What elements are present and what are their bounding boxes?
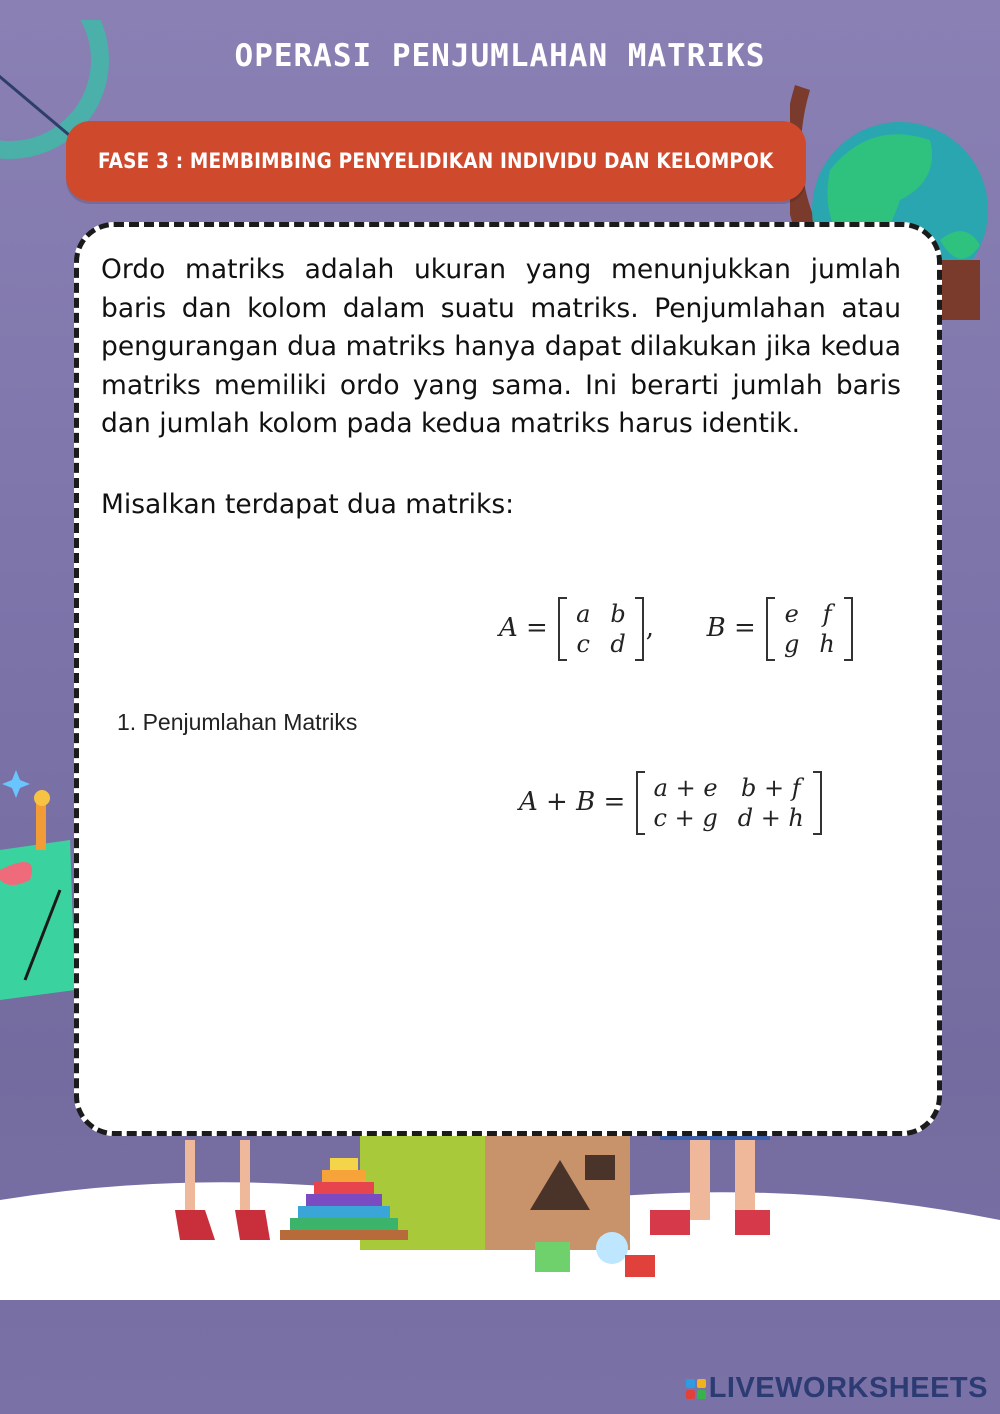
matrix-b-name: B — [706, 613, 726, 643]
matrix-cell: b — [610, 600, 626, 628]
equals-sign: = — [733, 613, 756, 643]
logo-square — [697, 1390, 706, 1399]
matrix-cell: h — [819, 630, 835, 658]
phase-banner — [66, 121, 806, 201]
logo-square — [697, 1379, 706, 1388]
sum-left-side: A + B — [519, 787, 596, 817]
explanation-paragraph: Ordo matriks adalah ukuran yang menunjukkan jumlah baris dan kolom dalam suatu matriks. Penjumlahan atau pengurangan dua matriks hanya dapat dilakukan jika kedua matriks memiliki ordo yang sama. Ini berarti jumlah baris dan jumlah kolom pada kedua matriks harus identik. — [101, 254, 901, 439]
matrix-cell: g — [784, 630, 800, 658]
matrix-cell: b + f — [740, 774, 801, 802]
crayon-cup-icon — [0, 770, 80, 1010]
matrix-cell: f — [822, 600, 832, 628]
equals-sign: = — [603, 787, 626, 817]
example-intro: Misalkan terdapat dua matriks: — [101, 489, 515, 520]
liveworksheets-brand — [686, 1372, 988, 1405]
phase-label: FASE 3 : MEMBIMBING PENYELIDIKAN INDIVIDU DAN KELOMPOK — [98, 148, 774, 174]
matrix-a — [558, 599, 644, 659]
logo-square — [686, 1390, 695, 1399]
matrix-a-name: A — [499, 613, 518, 643]
matrix-b — [766, 599, 853, 659]
matrix-definitions — [499, 599, 855, 659]
matrix-cell: a — [576, 600, 591, 628]
matrix-cell: c — [576, 630, 590, 658]
brand-text: LIVEWORKSHEETS — [708, 1372, 988, 1404]
sum-equation — [519, 773, 824, 833]
matrix-cell: d — [610, 630, 626, 658]
equals-sign: = — [526, 613, 548, 643]
section-heading: 1. Penjumlahan Matriks — [117, 709, 358, 735]
matrix-cell: d + h — [737, 804, 804, 832]
matrix-cell: c + g — [653, 804, 718, 832]
matrix-cell: a + e — [653, 774, 718, 802]
matrix-cell: e — [784, 600, 799, 628]
liveworksheets-logo-icon — [686, 1379, 706, 1399]
comma-separator: , — [645, 613, 655, 643]
logo-square — [686, 1379, 695, 1388]
content-card — [74, 222, 942, 1136]
sum-matrix — [636, 773, 822, 833]
page-title: OPERASI PENJUMLAHAN MATRIKS — [234, 38, 766, 74]
